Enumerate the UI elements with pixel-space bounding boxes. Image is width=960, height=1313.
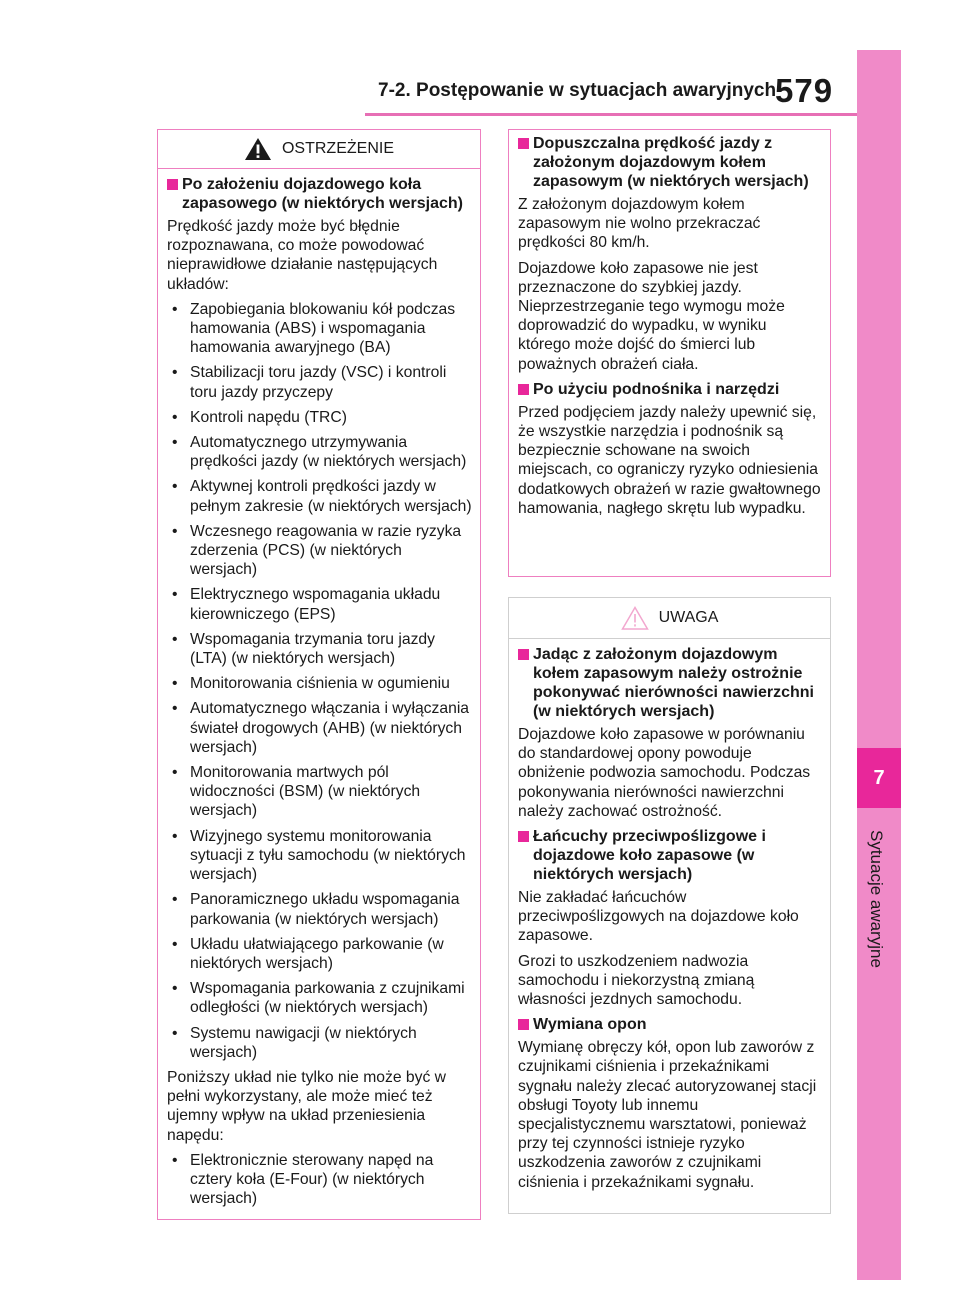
section-square-icon <box>518 1019 529 1030</box>
list-item: • Kontroli napędu (TRC) <box>167 408 472 427</box>
paragraph: Poniższy układ nie tylko nie może być w pełni wykorzystany, ale może mieć też ujemny wpływ na układ przeniesienia napędu: <box>167 1068 447 1144</box>
list-item: • Systemu nawigacji (w niektórych wersjach) <box>167 1024 472 1062</box>
list-item: • Panoramicznego układu wspomagania parkowania (w niektórych wersjach) <box>167 890 472 928</box>
warning-box <box>157 129 481 1220</box>
paragraph: Z założonym dojazdowym kołem zapasowym nie wolno przekraczać prędkości 80 km/h. <box>518 196 761 252</box>
list-item: • Wspomagania trzymania toru jazdy (LTA) (w niektórych wersjach) <box>167 630 472 668</box>
affected-systems-list <box>167 300 472 1062</box>
notice-box-header <box>509 598 830 639</box>
section-square-icon <box>518 384 529 395</box>
section-square-icon <box>518 649 529 660</box>
notice-box-title: UWAGA <box>658 609 719 626</box>
page-number: 579 <box>775 72 834 109</box>
paragraph: Prędkość jazdy może być błędnie rozpoznawana, co może powodować nieprawidłowe działanie następujących układów: <box>167 218 438 293</box>
section-heading-text: Łańcuchy przeciwpoślizgowe i dojazdowe koło zapasowe (w niektórych wersjach) <box>533 828 766 884</box>
list-item: • Zapobiegania blokowaniu kół podczas hamowania (ABS) i wspomagania hamowania awaryjnego (BA) <box>167 300 472 358</box>
paragraph: Wymianę obręczy kół, opon lub zaworów z czujnikami ciśnienia i przekaźnikami sygnału należy zlecać autoryzowanej stacji obsługi Toyoty lub innemu specjalistycznemu warsztatowi, ponieważ przy tej czynności istnieje ryzyko uszkodzenia zaworów z czujnikami ciśnienia i przekaźnikami sygnału. <box>518 1039 817 1191</box>
paragraph: Grozi to uszkodzeniem nadwozia samochodu i niekorzystną zmianą własności jezdnych samochodu. <box>518 952 755 1009</box>
section-heading <box>518 380 822 399</box>
section-heading-text: Wymiana opon <box>533 1016 647 1034</box>
drive-systems-list <box>167 1151 472 1209</box>
chapter-side-tab <box>857 50 901 1280</box>
section-heading-text: Dopuszczalna prędkość jazdy z założonym dojazdowym kołem zapasowym (w niektórych wersjach) <box>533 135 809 190</box>
warning-box-title: OSTRZEŻENIE <box>281 140 394 157</box>
list-item: • Aktywnej kontroli prędkości jazdy w pełnym zakresie (w niektórych wersjach) <box>167 477 472 515</box>
paragraph: Dojazdowe koło zapasowe w porównaniu do standardowej opony powoduje obniżenie podwozia samochodu. Podczas pokonywania nierówności nawierzchni należy zachować ostrożność. <box>518 726 811 820</box>
section-heading-text: Jadąc z założonym dojazdowym kołem zapasowym należy ostrożnie pokonywać nierówności nawierzchni (w niektórych wersjach) <box>533 646 814 720</box>
notice-box <box>508 597 831 1214</box>
warning-triangle-icon <box>244 137 272 161</box>
page-header-title: 7-2. Postępowanie w sytuacjach awaryjnych <box>378 80 777 101</box>
chapter-name: Sytuacje awaryjne <box>867 830 886 968</box>
list-item: • Stabilizacji toru jazdy (VSC) i kontroli toru jazdy przyczepy <box>167 363 472 401</box>
list-item: • Monitorowania ciśnienia w ogumieniu <box>167 674 472 693</box>
list-item: • Elektrycznego wspomagania układu kierowniczego (EPS) <box>167 585 472 623</box>
paragraph: Dojazdowe koło zapasowe nie jest przeznaczone do szybkiej jazdy. Nieprzestrzeganie tego wymogu może doprowadzić do wypadku, w wyniku którego może dojść do śmierci lub poważnych obrażeń ciała. <box>518 259 785 373</box>
section-heading <box>518 134 822 191</box>
section-heading-text: Po użyciu podnośnika i narzędzi <box>533 380 780 398</box>
header-divider <box>365 113 860 116</box>
warning-continuation-box <box>508 129 831 577</box>
list-item: • Wczesnego reagowania w razie ryzyka zderzenia (PCS) (w niektórych wersjach) <box>167 522 472 580</box>
warning-box-header <box>158 130 480 169</box>
list-item: • Wizyjnego systemu monitorowania sytuacji z tyłu samochodu (w niektórych wersjach) <box>167 827 472 885</box>
section-square-icon <box>167 179 178 190</box>
list-item: • Monitorowania martwych pól widoczności (BSM) (w niektórych wersjach) <box>167 763 472 821</box>
list-item: • Automatycznego włączania i wyłączania świateł drogowych (AHB) (w niektórych wersjach) <box>167 699 472 757</box>
warning-continuation-body <box>509 130 830 530</box>
section-heading <box>518 1015 822 1034</box>
list-item: • Automatycznego utrzymywania prędkości jazdy (w niektórych wersjach) <box>167 433 472 471</box>
caution-triangle-icon <box>621 606 649 630</box>
paragraph: Przed podjęciem jazdy należy upewnić się, że wszystkie narzędzia i podnośnik są bezpiecznie schowane na swoich miejscach, co ograniczy ryzyko odniesienia dodatkowych obrażeń w razie gwałtownego hamowania, nagłego skrętu lub wypadku. <box>518 403 821 517</box>
paragraph: Nie zakładać łańcuchów przeciwpoślizgowych na dojazdowe koło zapasowe. <box>518 889 799 945</box>
notice-box-body <box>509 639 830 1204</box>
section-square-icon <box>518 831 529 842</box>
section-heading <box>167 175 472 213</box>
section-square-icon <box>518 138 529 149</box>
list-item: • Układu ułatwiającego parkowanie (w niektórych wersjach) <box>167 935 472 973</box>
list-item: • Elektronicznie sterowany napęd na cztery koła (E-Four) (w niektórych wersjach) <box>167 1151 472 1209</box>
list-item: • Wspomagania parkowania z czujnikami odległości (w niektórych wersjach) <box>167 979 472 1017</box>
chapter-number-badge: 7 <box>857 748 901 808</box>
warning-box-body <box>158 169 480 1220</box>
section-heading <box>518 645 822 721</box>
section-heading-text: Po założeniu dojazdowego koła zapasowego (w niektórych wersjach) <box>182 176 463 212</box>
section-heading <box>518 827 822 884</box>
